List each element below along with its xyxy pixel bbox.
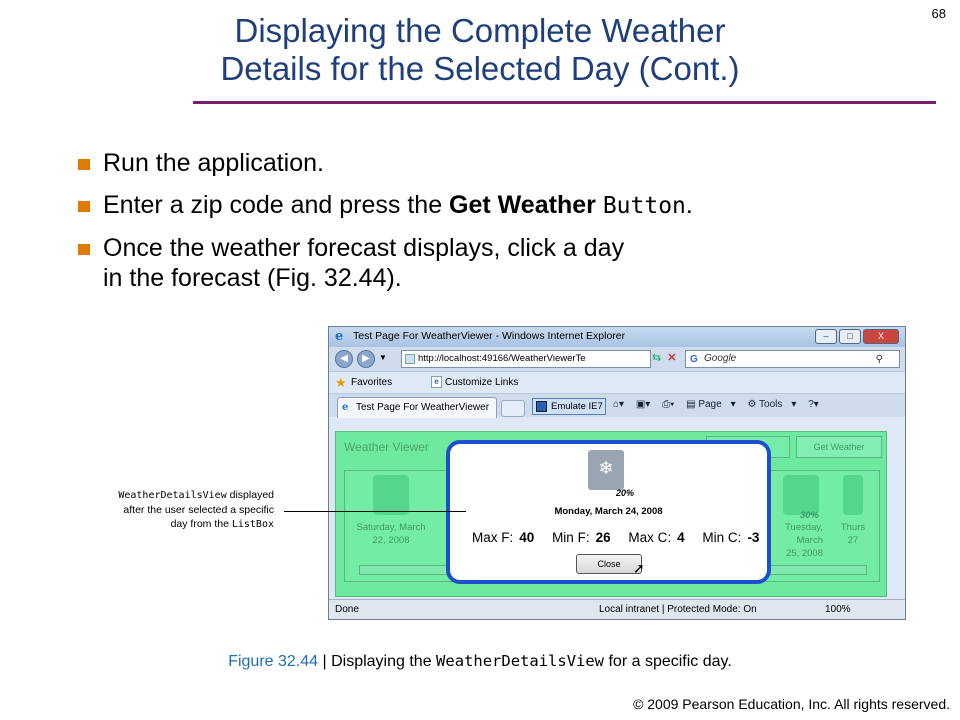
callout-label: WeatherDetailsView displayed after the user selected a specific day from the ListBox [118,489,274,530]
back-button[interactable]: ◀ [335,350,353,368]
nav-dropdown-icon[interactable]: ▼ [379,353,387,362]
status-bar [329,599,905,619]
close-button[interactable]: Close [576,554,642,574]
bullet-square-icon [78,159,90,170]
slide-title [0,12,960,88]
close-window-button[interactable]: X [863,329,899,344]
maximize-button[interactable]: □ [839,329,861,344]
get-weather-button[interactable]: Get Weather [796,436,882,458]
tab-row [329,393,905,417]
weather-details-view [446,440,771,584]
weather-icon [373,475,409,515]
forecast-day[interactable]: Saturday, March 22, 2008 [351,471,431,547]
google-icon: G [690,354,698,365]
bullet-item: Enter a zip code and press the Get Weather Button. [78,190,918,221]
minimize-button[interactable]: – [815,329,837,344]
max-c-value: 4 [677,530,685,545]
favorites-button[interactable]: Favorites [351,377,393,388]
home-icon[interactable]: ⌂▾ [613,399,625,410]
callout-leader-line [284,511,466,512]
page-icon [405,354,415,364]
command-bar [613,399,828,410]
address-row [329,347,905,371]
browser-titlebar [329,327,905,347]
search-input[interactable]: G Google ⚲ [685,350,900,368]
figure-caption: Figure 32.44 | Displaying the WeatherDetailsView for a specific day. [228,652,732,670]
forecast-day[interactable]: 30% Tuesday, March 25, 2008 [765,471,823,560]
max-f-value: 40 [519,530,535,545]
forecast-day[interactable]: Thurs 27 [833,471,873,547]
address-bar[interactable]: http://localhost:49166/WeatherViewerTe [401,350,651,368]
title-line-1: Displaying the Complete Weather [234,12,726,49]
temperature-row: Max F: 40 Min F: 26 Max C: 4 Min C: -3 [472,530,760,545]
title-divider [193,101,936,104]
details-date: Monday, March 24, 2008 [554,506,663,517]
zoom-level[interactable]: 100% [825,604,851,615]
page-number: 68 [931,6,946,21]
address-actions [652,351,676,364]
copyright: © 2009 Pearson Education, Inc. All rights reserved. [633,696,950,712]
tools-menu[interactable]: ⚙ Tools ▾ [747,399,797,410]
emulate-ie7-button[interactable]: Emulate IE7 [532,398,606,415]
ie-logo-icon: e [335,329,344,344]
bullet-square-icon [78,244,90,255]
emulate-icon [536,401,547,412]
bullet-item: Once the weather forecast displays, click a day in the forecast (Fig. 32.44). [78,233,918,293]
mouse-cursor-icon: ➚ [633,560,645,576]
min-c-value: -3 [747,530,760,545]
weather-icon [843,475,863,515]
precip-percent: 20% [616,488,635,498]
status-text: Done [335,604,359,615]
feeds-icon[interactable]: ▣▾ [635,399,651,410]
help-icon[interactable]: ?▾ [808,399,819,410]
bullet-item: Run the application. [78,148,918,178]
title-line-2: Details for the Selected Day (Cont.) [220,50,740,87]
search-icon[interactable]: ⚲ [875,354,883,365]
snow-weather-icon: ❄ [588,450,624,490]
window-controls [815,329,899,344]
bullet-square-icon [78,201,90,212]
page-menu[interactable]: ▤ Page ▾ [686,399,736,410]
favorites-star-icon: ★ [335,375,347,390]
app-title: Weather Viewer [344,440,429,454]
forward-button[interactable]: ▶ [357,350,375,368]
new-tab-button[interactable] [501,400,525,417]
window-title: Test Page For WeatherViewer - Windows Internet Explorer [353,330,626,342]
min-f-value: 26 [595,530,611,545]
security-zone: Local intranet | Protected Mode: On [599,604,757,615]
ie-logo-icon: e [342,402,349,413]
stop-icon[interactable]: ✕ [667,352,677,364]
refresh-icon[interactable]: ⇆ [652,352,662,364]
customize-links-icon: e [431,376,442,388]
customize-links-link[interactable]: Customize Links [445,377,519,388]
bullet-list [78,148,918,305]
print-icon[interactable]: ⎙▾ [662,399,675,410]
favorites-bar [329,371,905,393]
tab-test-page[interactable]: e Test Page For WeatherViewer [337,397,497,418]
